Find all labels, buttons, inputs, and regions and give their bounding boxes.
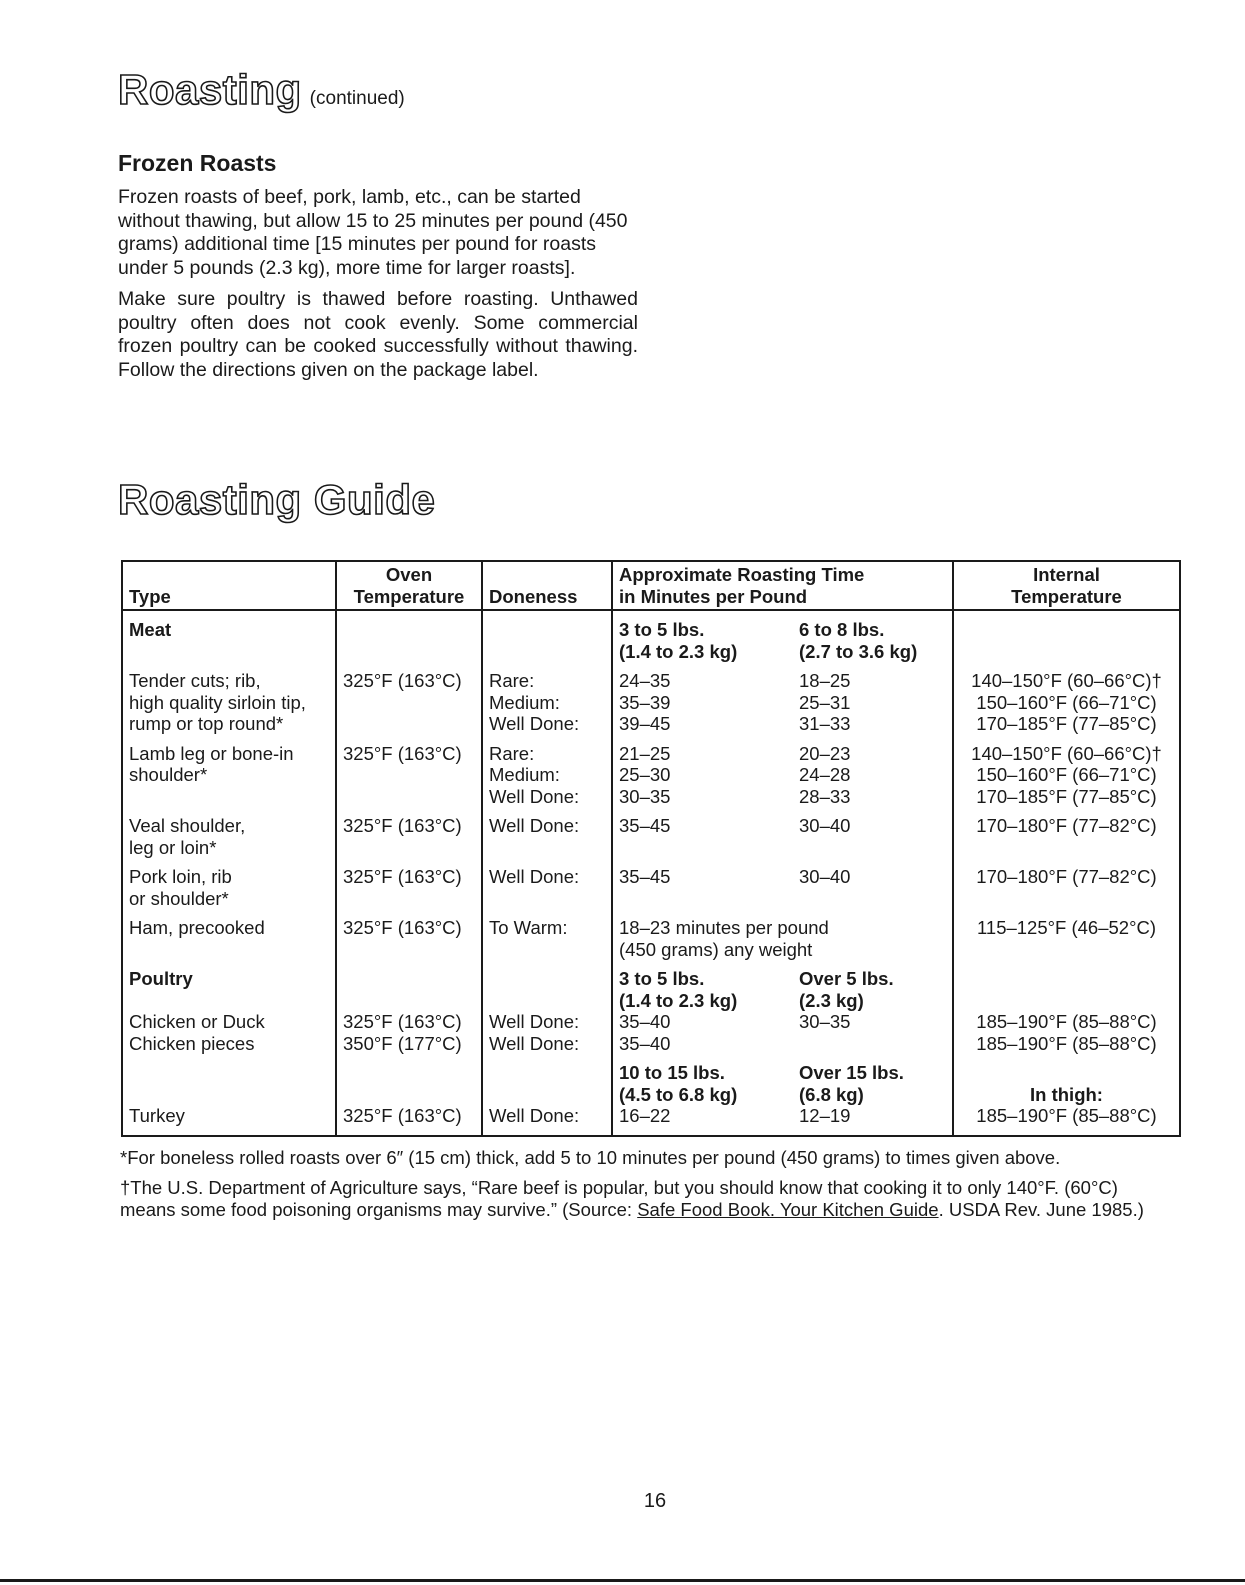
header-roasting-time: Approximate Roasting Time in Minutes per Pound xyxy=(612,561,953,610)
source-title: Safe Food Book. Your Kitchen Guide xyxy=(637,1199,939,1220)
table-row xyxy=(122,662,1180,735)
meat-weight-headers: 3 to 5 lbs. 6 to 8 lbs. (1.4 to 2.3 kg) (2.7 to 3.6 kg) xyxy=(612,610,953,662)
header-doneness: Doneness xyxy=(482,561,612,610)
chicken-type: Chicken or Duck Chicken pieces xyxy=(129,1011,265,1054)
ham-doneness: To Warm: xyxy=(482,909,612,960)
poultry-weight-headers: 3 to 5 lbs. Over 5 lbs. (1.4 to 2.3 kg) (2.3 kg) xyxy=(612,960,953,1011)
chicken-time: 35–40 30–35 35–40 xyxy=(612,1011,953,1054)
table-row xyxy=(122,858,1180,909)
row-time: 35–45 30–40 xyxy=(612,858,953,909)
table-row xyxy=(122,1011,1180,1054)
bottom-rule xyxy=(0,1579,1245,1582)
ham-type: Ham, precooked xyxy=(129,917,265,938)
row-doneness: Well Done: xyxy=(482,807,612,858)
turkey-oven: 325°F (163°C) xyxy=(336,1054,482,1136)
table-row xyxy=(122,1054,1180,1136)
row-type: Veal shoulder, leg or loin* xyxy=(129,815,246,858)
row-internal: 170–180°F (77–82°C) xyxy=(953,807,1180,858)
row-internal: 170–180°F (77–82°C) xyxy=(953,858,1180,909)
header-oven-temperature: Oven Temperature xyxy=(336,561,482,610)
ham-oven: 325°F (163°C) xyxy=(336,909,482,960)
page-subtitle: (continued) xyxy=(309,88,405,109)
page-title-text: Roasting xyxy=(118,66,302,113)
frozen-roasts-heading: Frozen Roasts xyxy=(118,150,277,176)
footnote-usda: †The U.S. Department of Agriculture says, “Rare beef is popular, but you should know that cooking it to only 140°F. (60°C) means some food poisoning organisms may survive.” (Source: Safe Food Book. Your Kitchen Guide. USDA Rev. June 1985.) xyxy=(120,1177,1144,1220)
roasting-guide-title: Roasting Guide xyxy=(118,476,436,523)
ham-internal: 115–125°F (46–52°C) xyxy=(953,909,1180,960)
chicken-oven: 325°F (163°C) 350°F (177°C) xyxy=(336,1011,482,1054)
turkey-internal: In thigh: 185–190°F (85–88°C) xyxy=(953,1054,1180,1136)
row-doneness: Rare: Medium: Well Done: xyxy=(482,735,612,808)
turkey-type: Turkey xyxy=(129,1105,185,1126)
footnote-boneless: *For boneless rolled roasts over 6″ (15 cm) thick, add 5 to 10 minutes per pound (450 grams) to times given above. xyxy=(120,1147,1061,1168)
row-time: 21–25 20–23 25–30 24–28 30–35 28–33 xyxy=(612,735,953,808)
footnotes xyxy=(120,1147,1160,1229)
row-time: 24–35 18–25 35–39 25–31 39–45 31–33 xyxy=(612,662,953,735)
row-type: Lamb leg or bone-in shoulder* xyxy=(129,742,294,785)
row-oven: 325°F (163°C) xyxy=(336,662,482,735)
row-doneness: Well Done: xyxy=(482,858,612,909)
frozen-roasts-text xyxy=(118,186,638,390)
ham-time: 18–23 minutes per pound (450 grams) any weight xyxy=(612,909,953,960)
row-oven: 325°F (163°C) xyxy=(336,807,482,858)
row-oven: 325°F (163°C) xyxy=(336,858,482,909)
page-title xyxy=(118,66,405,114)
row-oven: 325°F (163°C) xyxy=(336,735,482,808)
table-row xyxy=(122,909,1180,960)
poultry-category-row xyxy=(122,960,1180,1011)
table-row xyxy=(122,735,1180,808)
row-type: Tender cuts; rib, high quality sirloin tip, rump or top round* xyxy=(129,670,306,734)
meat-category-row xyxy=(122,610,1180,662)
row-time: 35–45 30–40 xyxy=(612,807,953,858)
meat-category-label: Meat xyxy=(129,619,172,640)
turkey-doneness: Well Done: xyxy=(482,1054,612,1136)
row-internal: 140–150°F (60–66°C)† 150–160°F (66–71°C) 170–185°F (77–85°C) xyxy=(953,735,1180,808)
table-header-row xyxy=(122,561,1180,610)
turkey-time: 10 to 15 lbs. Over 15 lbs. (4.5 to 6.8 kg) (6.8 kg) 16–22 12–19 xyxy=(612,1054,953,1136)
poultry-category-label: Poultry xyxy=(129,968,193,989)
table-row xyxy=(122,807,1180,858)
row-internal: 140–150°F (60–66°C)† 150–160°F (66–71°C) 170–185°F (77–85°C) xyxy=(953,662,1180,735)
chicken-doneness: Well Done: Well Done: xyxy=(482,1011,612,1054)
frozen-roasts-paragraph-2: Make sure poultry is thawed before roasting. Unthawed poultry often does not cook evenly. Some commercial frozen poultry can be cooked successfully without thawing. Follow the directions given on the package label. xyxy=(118,288,638,381)
header-internal-temperature: Internal Temperature xyxy=(953,561,1180,610)
roasting-guide-table xyxy=(121,560,1181,1137)
row-type: Pork loin, rib or shoulder* xyxy=(129,866,232,909)
row-doneness: Rare: Medium: Well Done: xyxy=(482,662,612,735)
chicken-internal: 185–190°F (85–88°C) 185–190°F (85–88°C) xyxy=(953,1011,1180,1054)
header-type: Type xyxy=(122,561,336,610)
page-number: 16 xyxy=(643,1490,667,1512)
frozen-roasts-paragraph-1: Frozen roasts of beef, pork, lamb, etc., can be started without thawing, but allow 15 to 25 minutes per pound (450 grams) additional time [15 minutes per pound for roasts under 5 pounds (2.3 kg), more time for larger roasts]. xyxy=(118,186,628,279)
